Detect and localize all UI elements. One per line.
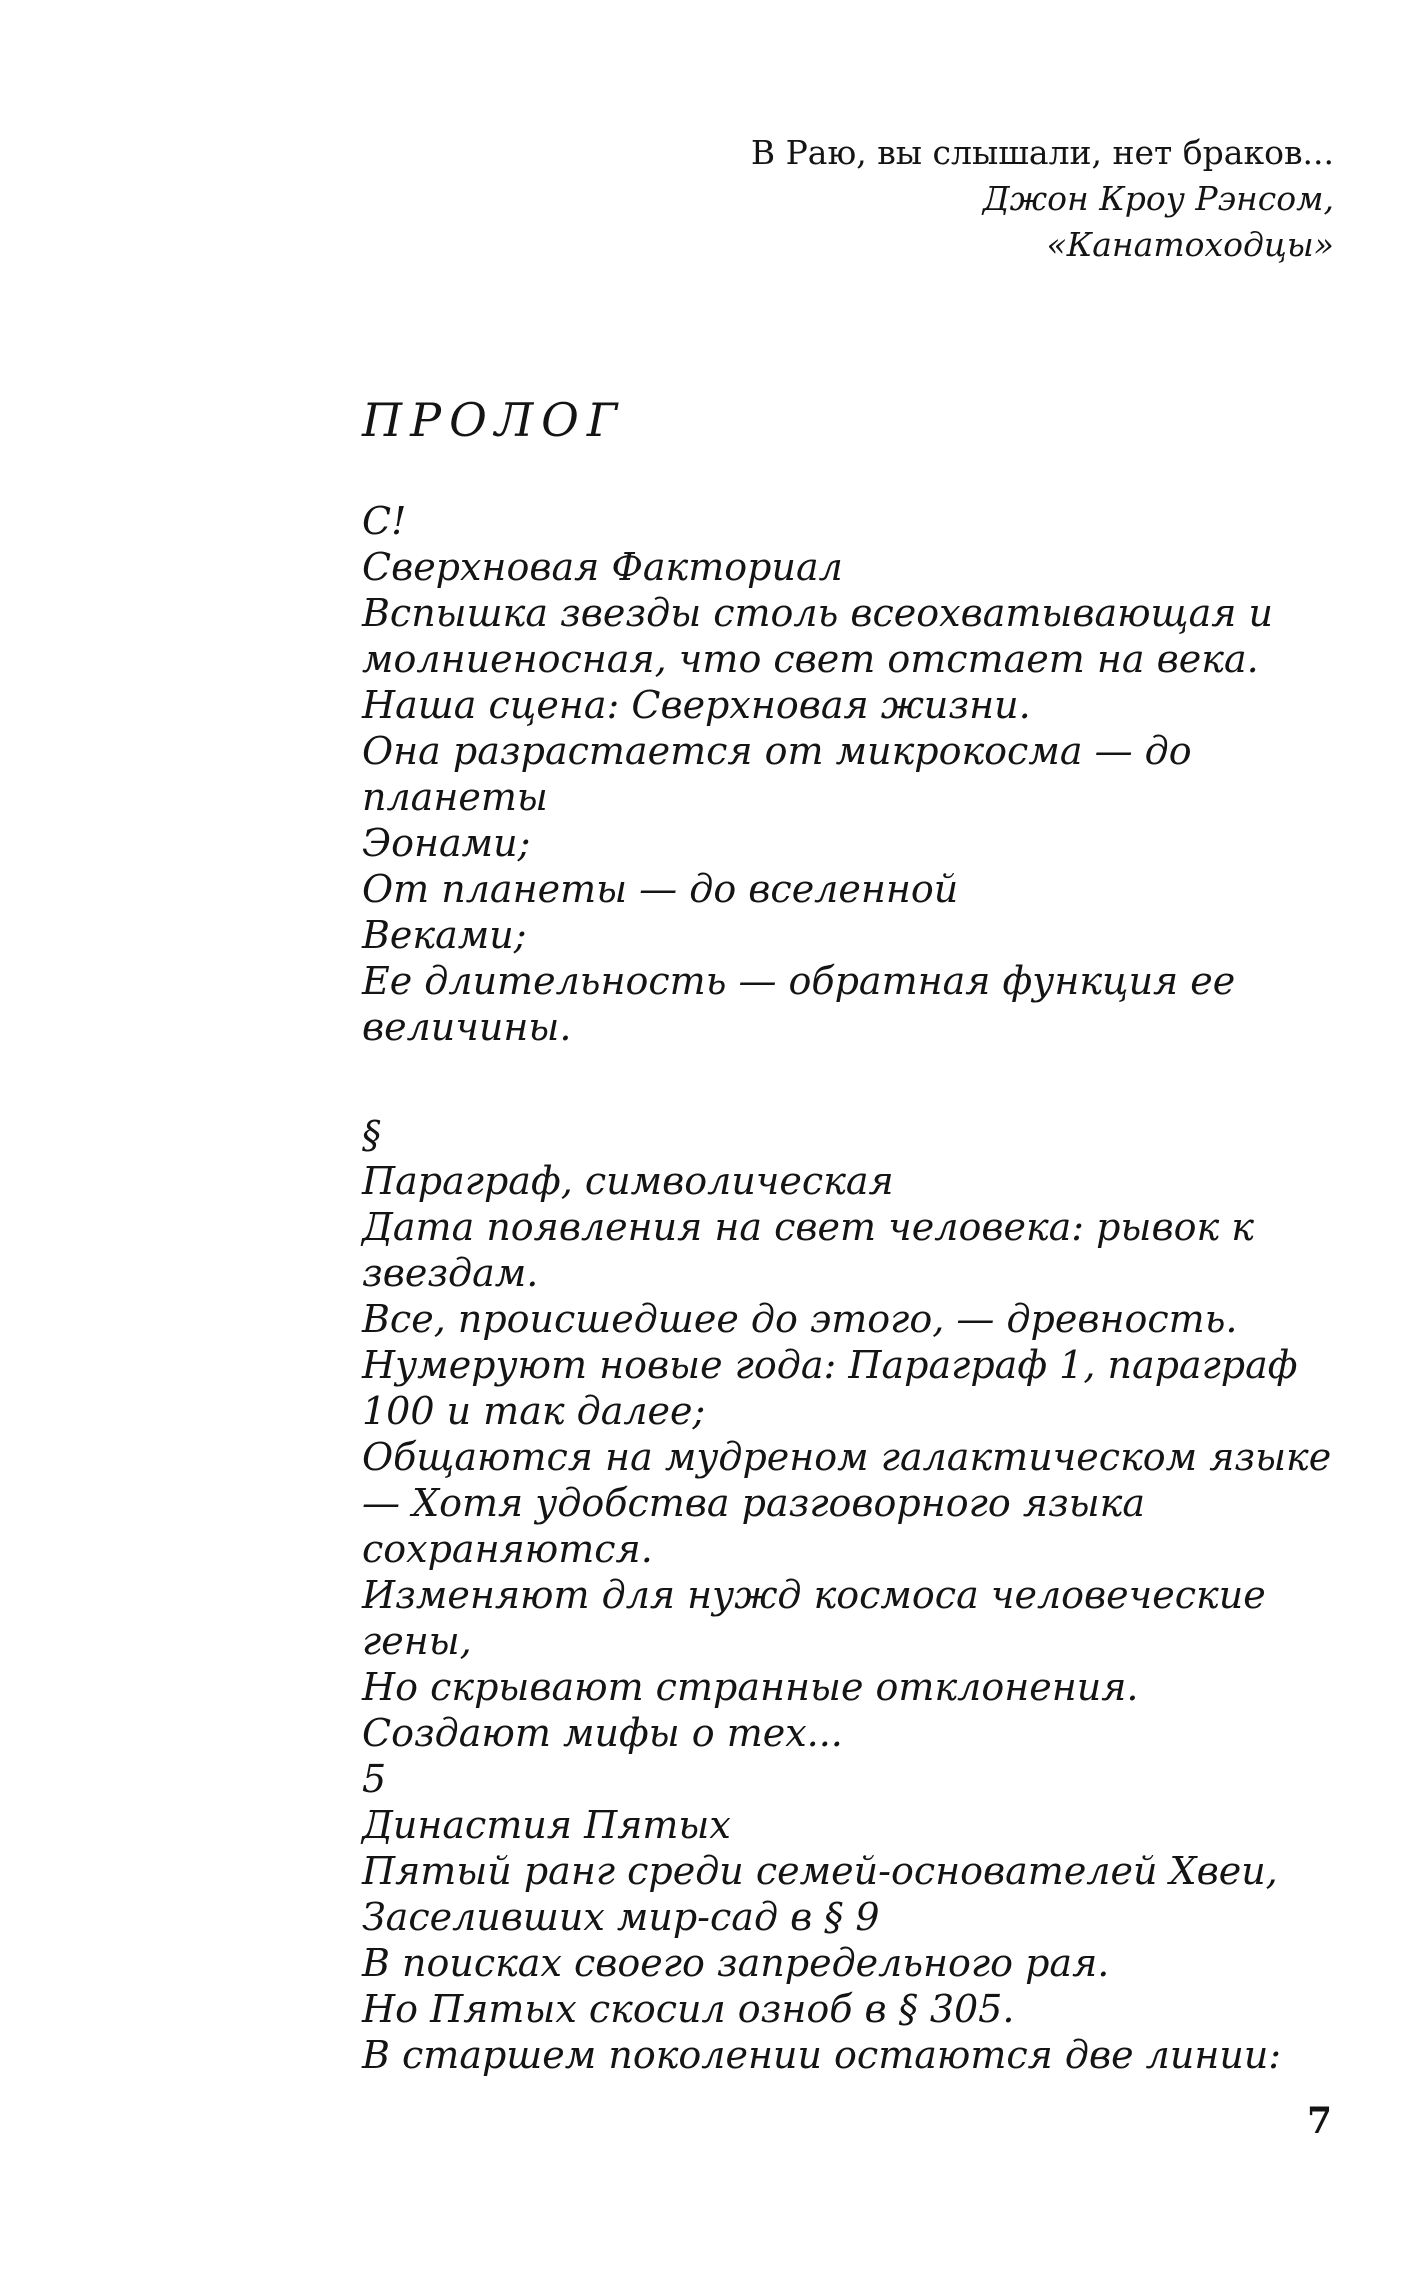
- verse-line: В старшем поколении остаются две линии:: [362, 2033, 1282, 2077]
- verse-line: Сверхновая Факториал: [362, 545, 843, 589]
- verse-line: Но скрывают странные отклонения. Создают мифы о тех...: [362, 1665, 1139, 1755]
- verse-line: Общаются на мудреном галактическом языке — Хотя удобства разговорного языка сохраняются.: [362, 1435, 1332, 1571]
- verse-line: Эонами;: [362, 821, 531, 865]
- page-number: 7: [1306, 2100, 1332, 2142]
- verse-line: Заселивших мир-сад в § 9: [362, 1895, 880, 1939]
- verse-line: С!: [362, 499, 407, 543]
- verse-line: 5: [362, 1757, 387, 1801]
- chapter-title: ПРОЛОГ: [362, 393, 626, 447]
- epigraph: [751, 130, 1334, 268]
- verse-line: §: [362, 1113, 381, 1157]
- verse-line: Дата появления на свет человека: рывок к звездам.: [362, 1205, 1254, 1295]
- section-gap: [362, 1050, 1332, 1112]
- verse-line: Нумеруют новые года: Параграф 1, параграф 100 и так далее;: [362, 1343, 1298, 1433]
- verse-line: Но Пятых скосил озноб в § 305.: [362, 1987, 1015, 2031]
- verse-line: Параграф, символическая: [362, 1159, 894, 1203]
- verse-line: Династия Пятых: [362, 1803, 731, 1847]
- verse-line: Ее длительность — обратная функция ее величины.: [362, 959, 1236, 1049]
- verse-line: В поисках своего запредельного рая.: [362, 1941, 1110, 1985]
- verse-block-paragraph: [362, 1112, 1332, 2078]
- verse-line: Она разрастается от микрокосма — до планеты: [362, 729, 1192, 819]
- verse-line: Изменяют для нужд космоса человеческие гены,: [362, 1573, 1266, 1663]
- epigraph-source: «Канатоходцы»: [1046, 225, 1334, 264]
- verse-block-factorial: [362, 498, 1332, 1050]
- verse-line: Все, происшедшее до этого, — древность.: [362, 1297, 1238, 1341]
- verse-line: Пятый ранг среди семей-основателей Хвеи,: [362, 1849, 1278, 1893]
- main-content: [362, 390, 1332, 2078]
- verse-line: Вспышка звезды столь всеохватывающая и молниеносная, что свет отстает на века.: [362, 591, 1273, 681]
- epigraph-author: Джон Кроу Рэнсом,: [982, 179, 1334, 218]
- epigraph-quote: В Раю, вы слышали, нет браков...: [750, 133, 1334, 172]
- verse-line: От планеты — до вселенной: [362, 867, 959, 911]
- verse-line: Наша сцена: Сверхновая жизни.: [362, 683, 1031, 727]
- verse-line: Веками;: [362, 913, 527, 957]
